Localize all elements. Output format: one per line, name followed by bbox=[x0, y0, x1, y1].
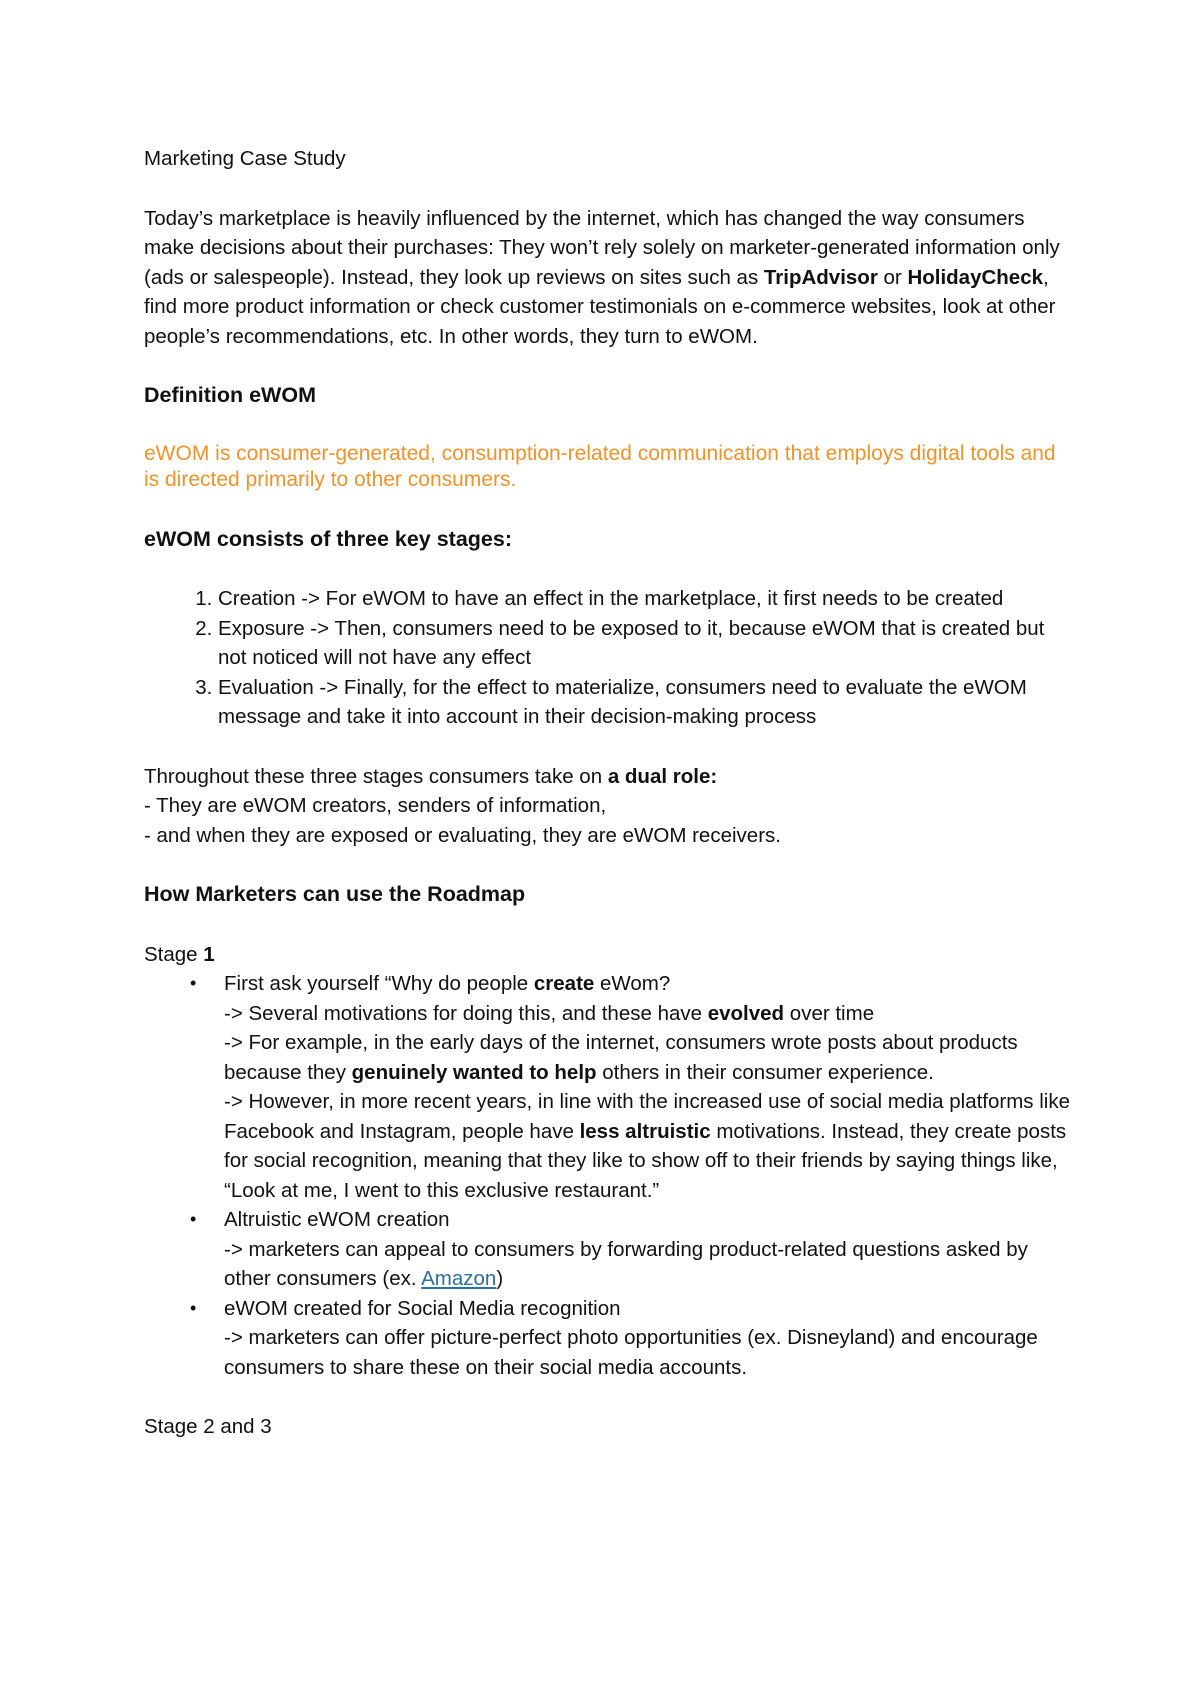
definition-text: eWOM is consumer-generated, consumption-related communication that employs digital tools and is directed primarily to other consumers. bbox=[144, 441, 1056, 491]
bold-genuinely-wanted: genuinely wanted to help bbox=[351, 1060, 597, 1084]
bullet-glyph: • bbox=[190, 1209, 197, 1229]
text-segment: ) bbox=[496, 1267, 504, 1290]
text-segment: First ask yourself “Why do people bbox=[224, 972, 534, 995]
document-title: Marketing Case Study bbox=[144, 147, 346, 170]
text-segment: motivations. Instead, they create posts for social recognition, meaning that they like to show off to their friends by saying things like, “Look at me, I went to this exclusive restaurant.” bbox=[224, 1119, 1067, 1202]
site-tripadvisor: TripAdvisor bbox=[763, 265, 878, 289]
bullet-why-create bbox=[190, 969, 1074, 1205]
text-segment: -> Several motivations for doing this, and these have bbox=[224, 1001, 708, 1025]
bullet-social-text: -> marketers can offer picture-perfect photo opportunities (ex. Disneyland) and encourage consumers to share these on their social media accounts. bbox=[224, 1326, 1038, 1379]
text-segment: -> However, in more recent years, in line with the increased use of social media platforms like Facebook and Instagram, people have bbox=[224, 1090, 1071, 1143]
roadmap-heading: How Marketers can use the Roadmap bbox=[144, 882, 526, 906]
site-holidaycheck: HolidayCheck bbox=[907, 265, 1044, 289]
text-segment: -> For example, in the early days of the internet, consumers wrote posts about products because they bbox=[224, 1031, 1018, 1084]
text-segment: others in their consumer experience. bbox=[596, 1060, 934, 1084]
dual-role-line-2: - and when they are exposed or evaluating, they are eWOM receivers. bbox=[144, 823, 781, 847]
bullet-social-title: eWOM created for Social Media recognition bbox=[224, 1296, 621, 1320]
dual-role-lead-text: Throughout these three stages consumers take on bbox=[144, 764, 608, 788]
bold-evolved: evolved bbox=[707, 1001, 785, 1025]
stages-list bbox=[144, 584, 1074, 732]
stage-item-exposure: 2. Exposure -> Then, consumers need to be exposed to it, because eWOM that is created but not noticed will not have any effect bbox=[218, 614, 1074, 673]
bold-less-altruistic: less altruistic bbox=[579, 1119, 711, 1143]
bullet-glyph: • bbox=[190, 1297, 197, 1318]
bullet-altruistic-creation bbox=[190, 1205, 1074, 1294]
bullet-altruistic-text bbox=[224, 1235, 1074, 1294]
bullet-why-create-line-d bbox=[224, 1087, 1074, 1205]
intro-text-3: , find more product information or check customer testimonials on e-commerce websites, look at other people’s recommendations, etc. In other words, they turn to eWOM. bbox=[144, 265, 1056, 348]
text-segment: over time bbox=[784, 1001, 875, 1025]
bullet-why-create-line-c bbox=[224, 1028, 1074, 1087]
stage-1-number: 1 bbox=[203, 942, 215, 966]
dual-role-bold: a dual role: bbox=[607, 764, 718, 788]
document-body bbox=[144, 144, 1074, 1442]
dual-role-lead bbox=[144, 762, 1074, 792]
intro-text-1: Today’s marketplace is heavily influenced by the internet, which has changed the way consumers make decisions about their purchases: They won’t rely solely on marketer-generated information only (ads or salespeople). Instead, they look up reviews on sites such as bbox=[144, 206, 1060, 289]
stages-heading: eWOM consists of three key stages: bbox=[144, 526, 512, 551]
stage-2-3-label: Stage 2 and 3 bbox=[144, 1415, 272, 1438]
bullet-social-recognition bbox=[190, 1294, 1074, 1383]
bullet-why-create-line-a bbox=[224, 969, 1074, 999]
dual-role-block bbox=[144, 762, 1074, 851]
stage-item-evaluation: 3. Evaluation -> Finally, for the effect to materialize, consumers need to evaluate the eWOM message and take it into account in their decision-making process bbox=[218, 673, 1074, 732]
stage-1-label-text: Stage bbox=[144, 942, 204, 966]
text-segment: -> marketers can appeal to consumers by forwarding product-related questions asked by other consumers (ex. bbox=[224, 1237, 1028, 1290]
bullet-glyph: • bbox=[190, 973, 197, 993]
stage-1-bullets bbox=[144, 969, 1074, 1382]
intro-text-2: or bbox=[877, 265, 908, 289]
stage-1-label bbox=[144, 940, 1074, 970]
definition-heading: Definition eWOM bbox=[144, 383, 316, 407]
bullet-altruistic-title: Altruistic eWOM creation bbox=[224, 1208, 450, 1231]
text-segment: eWom? bbox=[594, 972, 671, 995]
amazon-link[interactable]: Amazon bbox=[421, 1267, 497, 1290]
bullet-why-create-line-b bbox=[224, 999, 1074, 1029]
intro-paragraph bbox=[144, 204, 1074, 352]
dual-role-line-1: - They are eWOM creators, senders of information, bbox=[144, 794, 607, 817]
bold-create: create bbox=[533, 972, 595, 995]
stage-item-creation: 1. Creation -> For eWOM to have an effect in the marketplace, it first needs to be created bbox=[218, 584, 1074, 614]
